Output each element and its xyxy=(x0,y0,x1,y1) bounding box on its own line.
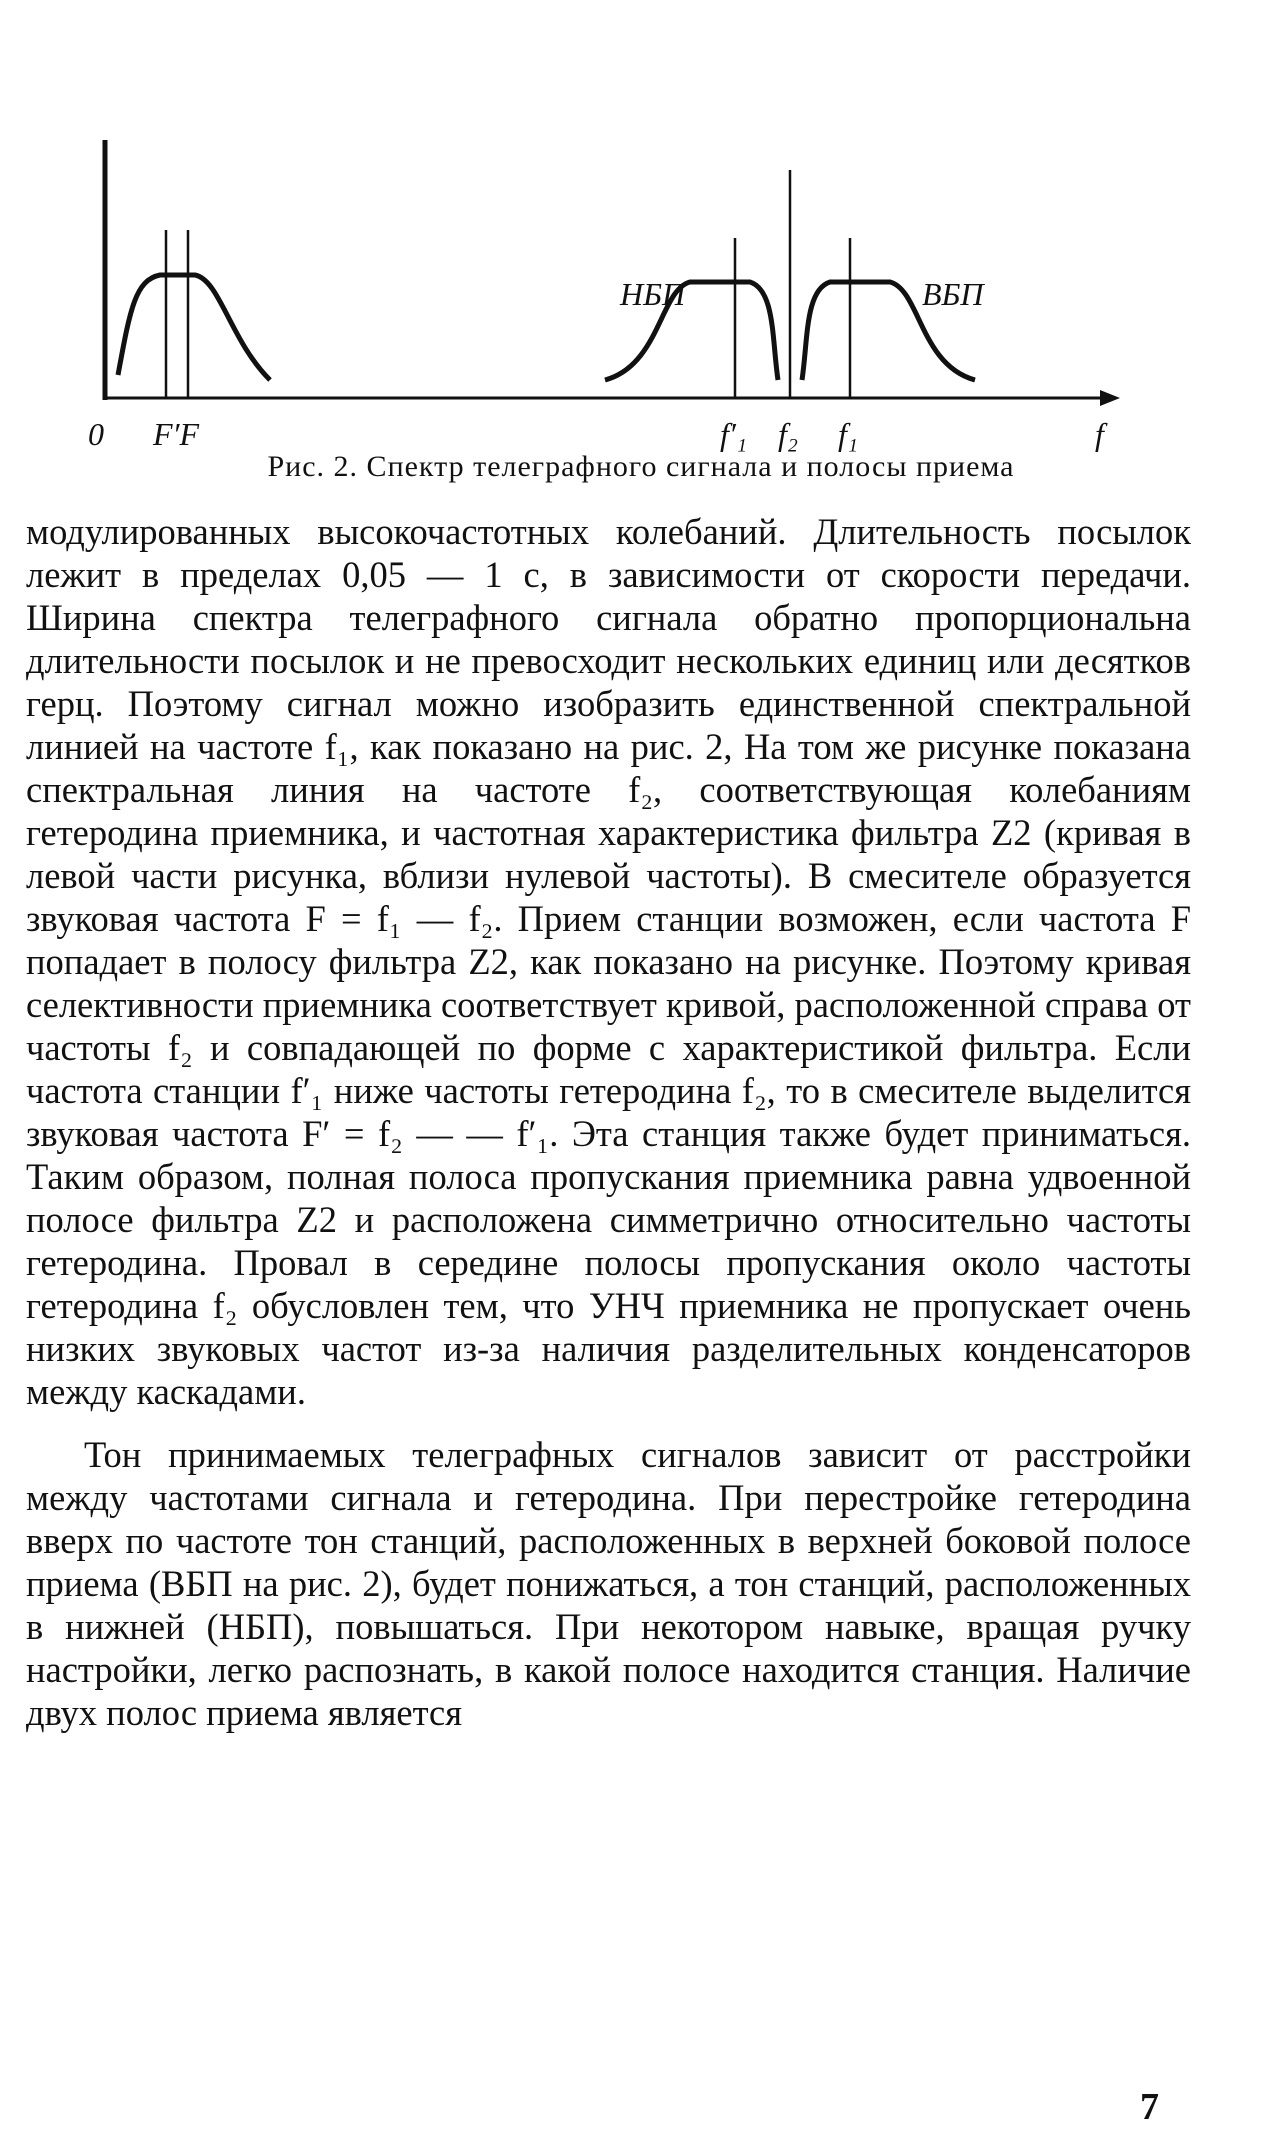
label-nbp: НБП xyxy=(620,276,686,312)
label-vbp: ВБП xyxy=(922,276,984,312)
page-number: 7 xyxy=(1140,2086,1159,2128)
label-f2: f₂ xyxy=(778,416,799,452)
label-f1: f₁ xyxy=(838,416,859,452)
body-text xyxy=(26,510,1191,1734)
label-f-prime-f: F′F xyxy=(153,416,200,452)
label-f1-prime: f′₁ xyxy=(720,416,748,452)
filter-z2-curve xyxy=(118,275,270,380)
x-axis-arrow xyxy=(1100,390,1120,406)
figure-caption: Рис. 2. Спектр телеграфного сигнала и полосы приема xyxy=(267,450,1015,483)
label-origin: 0 xyxy=(88,416,104,452)
paragraph-1: модулированных высокочастотных колебаний. Длительность посылок лежит в пределах 0,05 — 1 с, в зависимости от скорости передачи. Ширина спектра телеграфного сигнала обратно пропорциональна длительности посылок и не превосходит нескольких единиц или десятков герц. Поэтому сигнал можно изобразить единственной спектральной линией на частоте f₁, как показано на рис. 2, На том же рисунке показана спектральная линия на частоте f₂, соответствующая колебаниям гетеродина приемника, и частотная характеристика фильтра Z2 (кривая в левой части рисунка, вблизи нулевой частоты). В смесителе образуется звуковая частота F = f₁ — f₂. Прием станции возможен, если частота F попадает в полосу фильтра Z2, как показано на рисунке. Поэтому кривая селективности приемника соответствует кривой, расположенной справа от частоты f₂ и совпадающей по форме с характеристикой фильтра. Если частота станции f′₁ ниже частоты гетеродина f₂, то в смесителе выделится звуковая частота F′ = f₂ — — f′₁. Эта станция также будет приниматься. Таким образом, полная полоса пропускания приемника равна удвоенной полосе фильтра Z2 и расположена симметрично относительно частоты гетеродина. Провал в середине полосы пропускания около частоты гетеродина f₂ обусловлен тем, что УНЧ приемника не пропускает очень низких звуковых частот из-за наличия разделительных конденсаторов между каскадами. xyxy=(26,511,1191,1412)
paragraph-2: Тон принимаемых телеграфных сигналов зависит от расстройки между частотами сигнала и гетеродина. При перестройке гетеродина вверх по частоте тон станций, расположенных в верхней боковой полосе приема (ВБП на рис. 2), будет понижаться, а тон станций, расположенных в нижней (НБП), повышаться. При некотором навыке, вращая ручку настройки, легко распознать, в какой полосе находится станция. Наличие двух полос приема является xyxy=(26,1434,1191,1733)
spectrum-figure xyxy=(60,110,1160,500)
label-f-axis: f xyxy=(1095,416,1104,452)
